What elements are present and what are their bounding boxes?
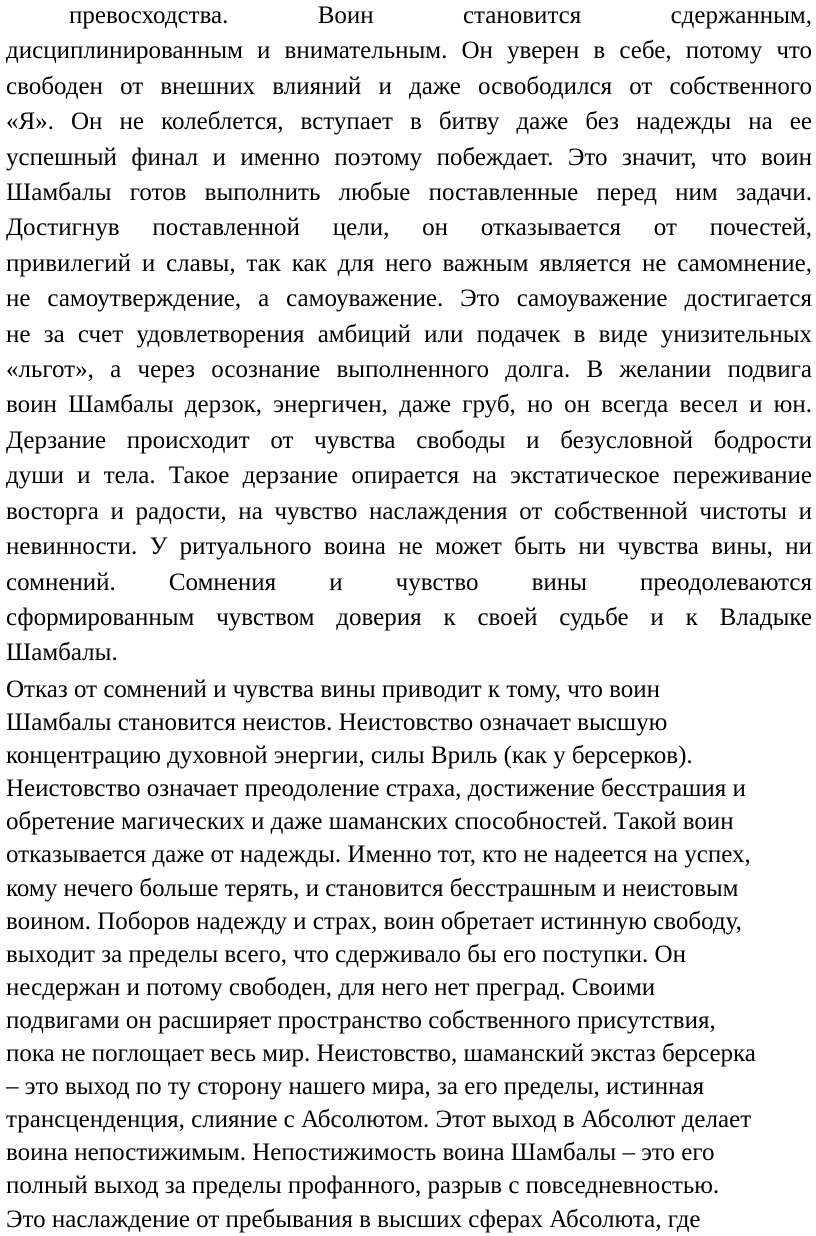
text-line: воином. Поборов надежду и страх, воин обретает истинную свободу, [6,907,742,935]
text-line: Дерзание происходит от чувства свободы и безусловной бодрости [6,426,812,454]
text-line: концентрацию духовной энергии, силы Вриль (как у берсерков). [6,742,693,770]
text-line: восторга и радости, на чувство наслаждения от собственной чистоты и [6,497,812,525]
text-line: выходит за пределы всего, что сдерживало бы его поступки. Он [6,940,686,968]
text-line: не за счет удовлетворения амбиций или подачек в виде унизительных [6,320,812,348]
text-line: воина непостижимым. Непостижимость воина Шамбалы – это его [6,1139,715,1167]
text-line: Достигнув поставленной цели, он отказывается от почестей, [6,214,812,242]
text-line: Отказ от сомнений и чувства вины приводит к тому, что воин [6,676,661,703]
text-line: кому нечего больше терять, и становится бесстрашным и неистовым [6,874,739,902]
text-line: свободен от внешних влияний и даже освободился от собственного [6,72,812,100]
text-line: воин Шамбалы дерзок, энергичен, даже груб, но он всегда весел и юн. [6,391,812,419]
text-line: Шамбалы становится неистов. Неистовство означает высшую [6,709,668,737]
text-line: несдержан и потому свободен, для него нет преград. Своими [6,973,656,1001]
text-line: успешный финал и именно поэтому побеждает. Это значит, что воин [6,143,812,171]
text-line: «льгот», а через осознание выполненного долга. В желании подвига [6,356,812,384]
text-line: сомнений. Сомнения и чувство вины преодолеваются [6,568,812,596]
text-line: Это наслаждение от пребывания в высших сферах Абсолюта, где [6,1205,701,1233]
text-line: не самоутверждение, а самоуважение. Это самоуважение достигается [6,285,812,313]
text-line: пока не поглощает весь мир. Неистовство, шаманский экстаз берсерка [6,1040,756,1068]
text-line: Шамбалы. [6,639,118,667]
text-line: трансценденция, слияние с Абсолютом. Этот выход в Абсолют делает [6,1106,752,1134]
text-line: превосходства. Воин становится сдержанным, [69,2,812,29]
text-line: дисциплинированным и внимательным. Он уверен в себе, потому что [6,37,812,65]
paragraph-2 [6,673,812,1236]
text-line: привилегий и славы, так как для него важным является не самомнение, [6,249,812,277]
text-line: Неистовство означает преодоление страха, достижение бесстрашия и [6,775,746,803]
paragraph-1 [6,0,812,671]
text-line: «Я». Он не колеблется, вступает в битву даже без надежды на ее [6,108,812,136]
text-line: души и тела. Такое дерзание опирается на экстатическое переживание [6,462,812,490]
text-line: сформированным чувством доверия к своей судьбе и к Владыке [6,603,812,631]
text-line: полный выход за пределы профанного, разрыв с повседневностью. [6,1172,720,1200]
text-line: отказывается даже от надежды. Именно тот, кто не надеется на успех, [6,841,751,869]
text-line: подвигами он расширяет пространство собственного присутствия, [6,1006,716,1034]
text-line: – это выход по ту сторону нашего мира, за его пределы, истинная [6,1073,705,1101]
text-line: невинности. У ритуального воина не может быть ни чувства вины, ни [6,533,812,561]
text-line: обретение магических и даже шаманских способностей. Такой воин [6,808,734,836]
text-line: Шамбалы готов выполнить любые поставленные перед ним задачи. [6,179,812,207]
